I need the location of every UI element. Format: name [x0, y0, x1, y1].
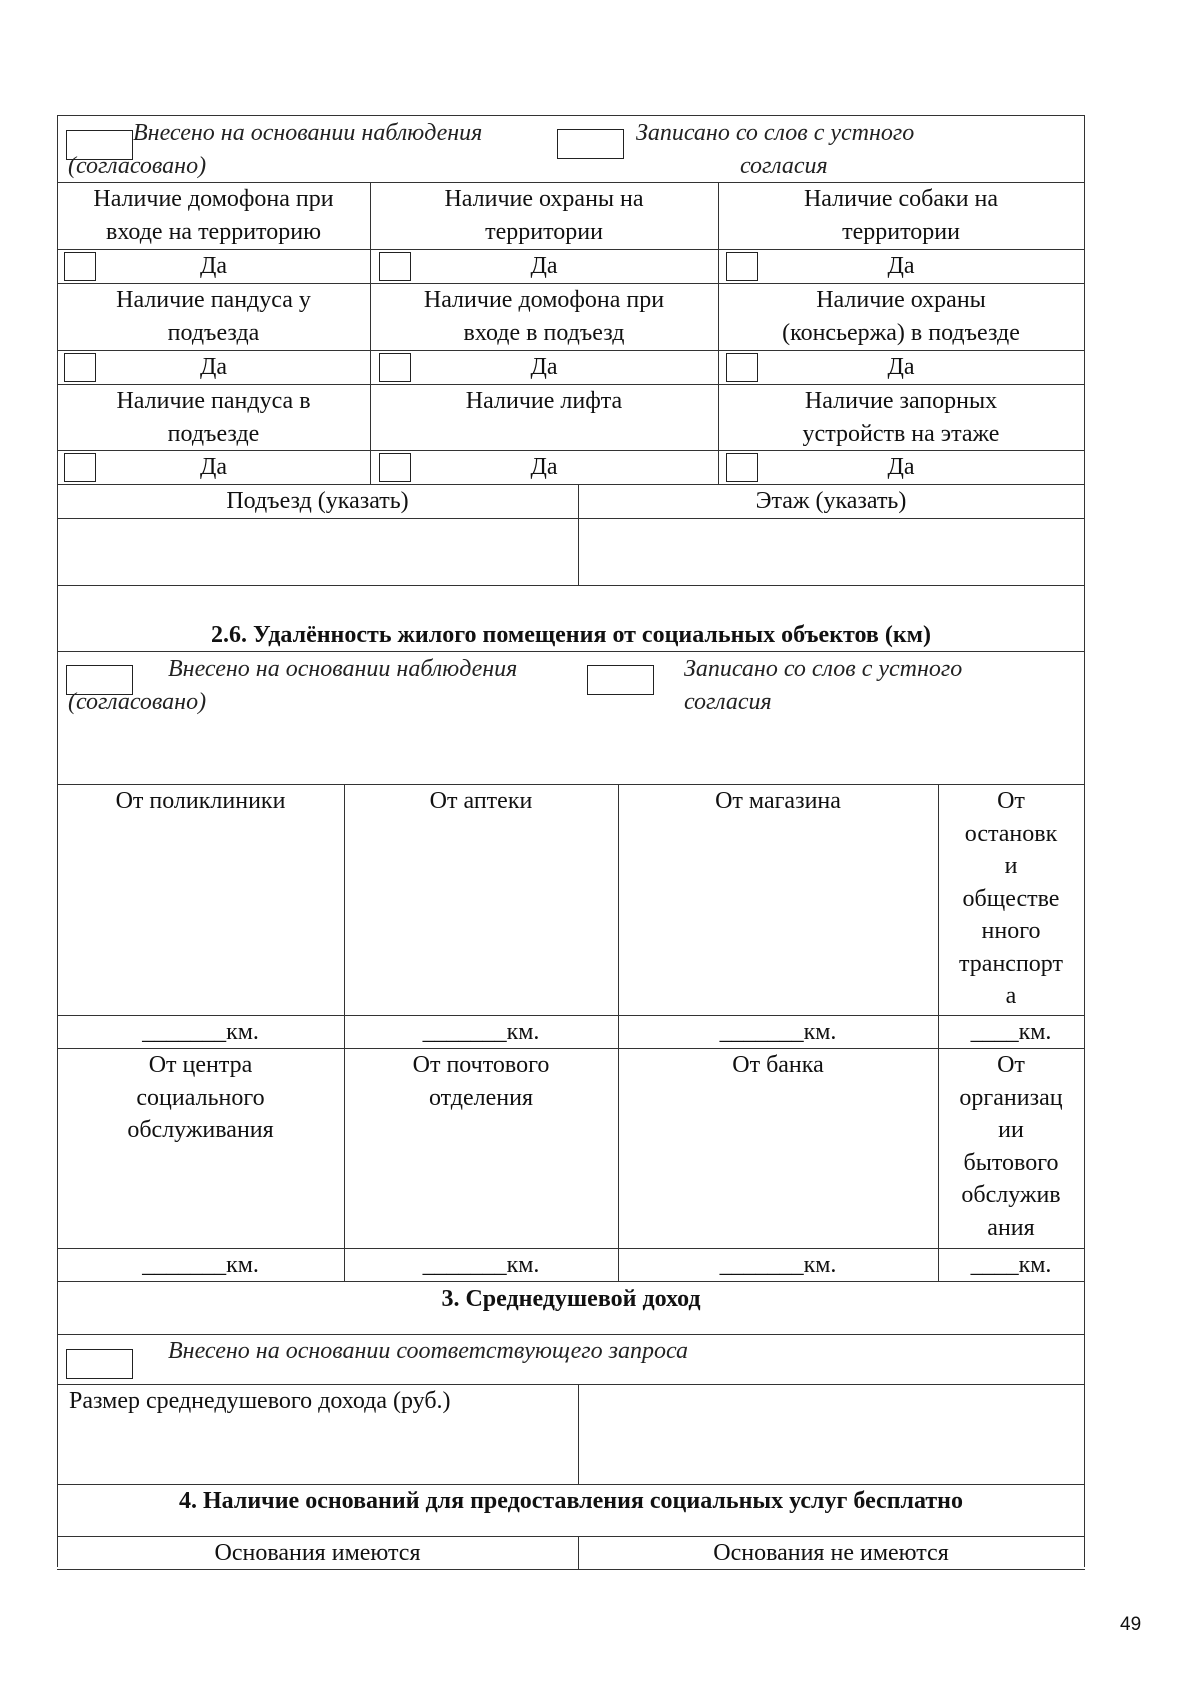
verbal-consent-checkbox[interactable]	[557, 129, 624, 159]
floor-lock-label: Наличие запорных устройств на этаже	[802, 388, 1000, 447]
income-request-checkbox[interactable]	[66, 1349, 133, 1379]
rule	[57, 518, 1085, 519]
transport-stop-km-field[interactable]: ____км.	[970, 1019, 1052, 1045]
from-social-center-label: От центра социального обслуживания	[127, 1052, 274, 1143]
rule	[578, 1384, 579, 1484]
yes-label: Да	[199, 454, 228, 480]
income-request-label: Внесено на основании соответствующего запроса	[168, 1338, 688, 1364]
yes-label: Да	[199, 253, 228, 279]
shop-km-field[interactable]: _______км.	[719, 1019, 837, 1045]
yes-label: Да	[887, 354, 915, 380]
ramp-inside-label: Наличие пандуса в подъезде	[116, 388, 311, 447]
from-post-office-label: От почтового отделения	[412, 1052, 550, 1111]
pharmacy-km-field[interactable]: _______км.	[422, 1019, 540, 1045]
section-4-title: 4. Наличие оснований для предоставления социальных услуг бесплатно	[179, 1488, 963, 1514]
rule	[57, 585, 1085, 586]
elevator-label: Наличие лифта	[465, 388, 623, 414]
from-clinic-label: От поликлиники	[115, 788, 286, 814]
verbal-consent-label: Записано со слов с устного	[636, 120, 915, 146]
verbal-consent-label-cont: согласия	[740, 153, 828, 179]
table-border-right	[1084, 115, 1085, 1567]
distance-observation-label-cont: (согласовано)	[68, 689, 207, 715]
ramp-entrance-label: Наличие пандуса у подъезда	[116, 287, 311, 346]
concierge-label: Наличие охраны (консьержа) в подъезде	[782, 287, 1020, 346]
post-office-km-field[interactable]: _______км.	[422, 1252, 540, 1278]
from-bank-label: От банка	[732, 1052, 824, 1078]
observation-label-cont: (согласовано)	[68, 153, 207, 179]
observation-label: Внесено на основании наблюдения	[133, 120, 483, 146]
yes-label: Да	[887, 253, 915, 279]
dog-territory-label: Наличие собаки на территории	[803, 186, 999, 245]
from-shop-label: От магазина	[715, 788, 841, 814]
rule	[57, 115, 1085, 116]
section-3-title: 3. Среднедушевой доход	[441, 1286, 701, 1312]
floor-label: Этаж (указать)	[755, 488, 907, 514]
from-transport-stop-label: От остановк и обществе нного транспорт а	[959, 788, 1063, 1009]
yes-label: Да	[199, 354, 228, 380]
entrance-input[interactable]	[60, 521, 575, 582]
from-consumer-services-label: От организац ии бытового обслужив ания	[959, 1052, 1063, 1241]
clinic-km-field[interactable]: _______км.	[142, 1019, 259, 1045]
intercom-territory-label: Наличие домофона при входе на территорию	[93, 186, 334, 245]
consumer-services-km-field[interactable]: ____км.	[970, 1252, 1052, 1278]
floor-input[interactable]	[581, 521, 1081, 582]
yes-label: Да	[887, 454, 915, 480]
section-2-6-title: 2.6. Удалённость жилого помещения от социальных объектов (км)	[210, 622, 932, 648]
distance-observation-label: Внесено на основании наблюдения	[168, 656, 518, 682]
yes-label: Да	[530, 354, 558, 380]
from-pharmacy-label: От аптеки	[429, 788, 533, 814]
distance-verbal-checkbox[interactable]	[587, 665, 654, 695]
yes-label: Да	[530, 253, 558, 279]
grounds-exist-option[interactable]: Основания имеются	[214, 1540, 421, 1566]
intercom-entrance-label: Наличие домофона при входе в подъезд	[423, 287, 665, 346]
yes-label: Да	[530, 454, 558, 480]
income-label: Размер среднедушевого дохода (руб.)	[69, 1388, 451, 1414]
entrance-label: Подъезд (указать)	[226, 488, 409, 514]
distance-verbal-label: Записано со слов с устного	[684, 656, 963, 682]
bank-km-field[interactable]: _______км.	[719, 1252, 837, 1278]
social-center-km-field[interactable]: _______км.	[142, 1252, 259, 1278]
page-number: 49	[1120, 1614, 1142, 1635]
grounds-absent-option[interactable]: Основания не имеются	[713, 1540, 949, 1566]
distance-verbal-label-cont: согласия	[684, 689, 772, 715]
income-input[interactable]	[581, 1387, 1081, 1481]
security-territory-label: Наличие охраны на территории	[444, 186, 644, 245]
